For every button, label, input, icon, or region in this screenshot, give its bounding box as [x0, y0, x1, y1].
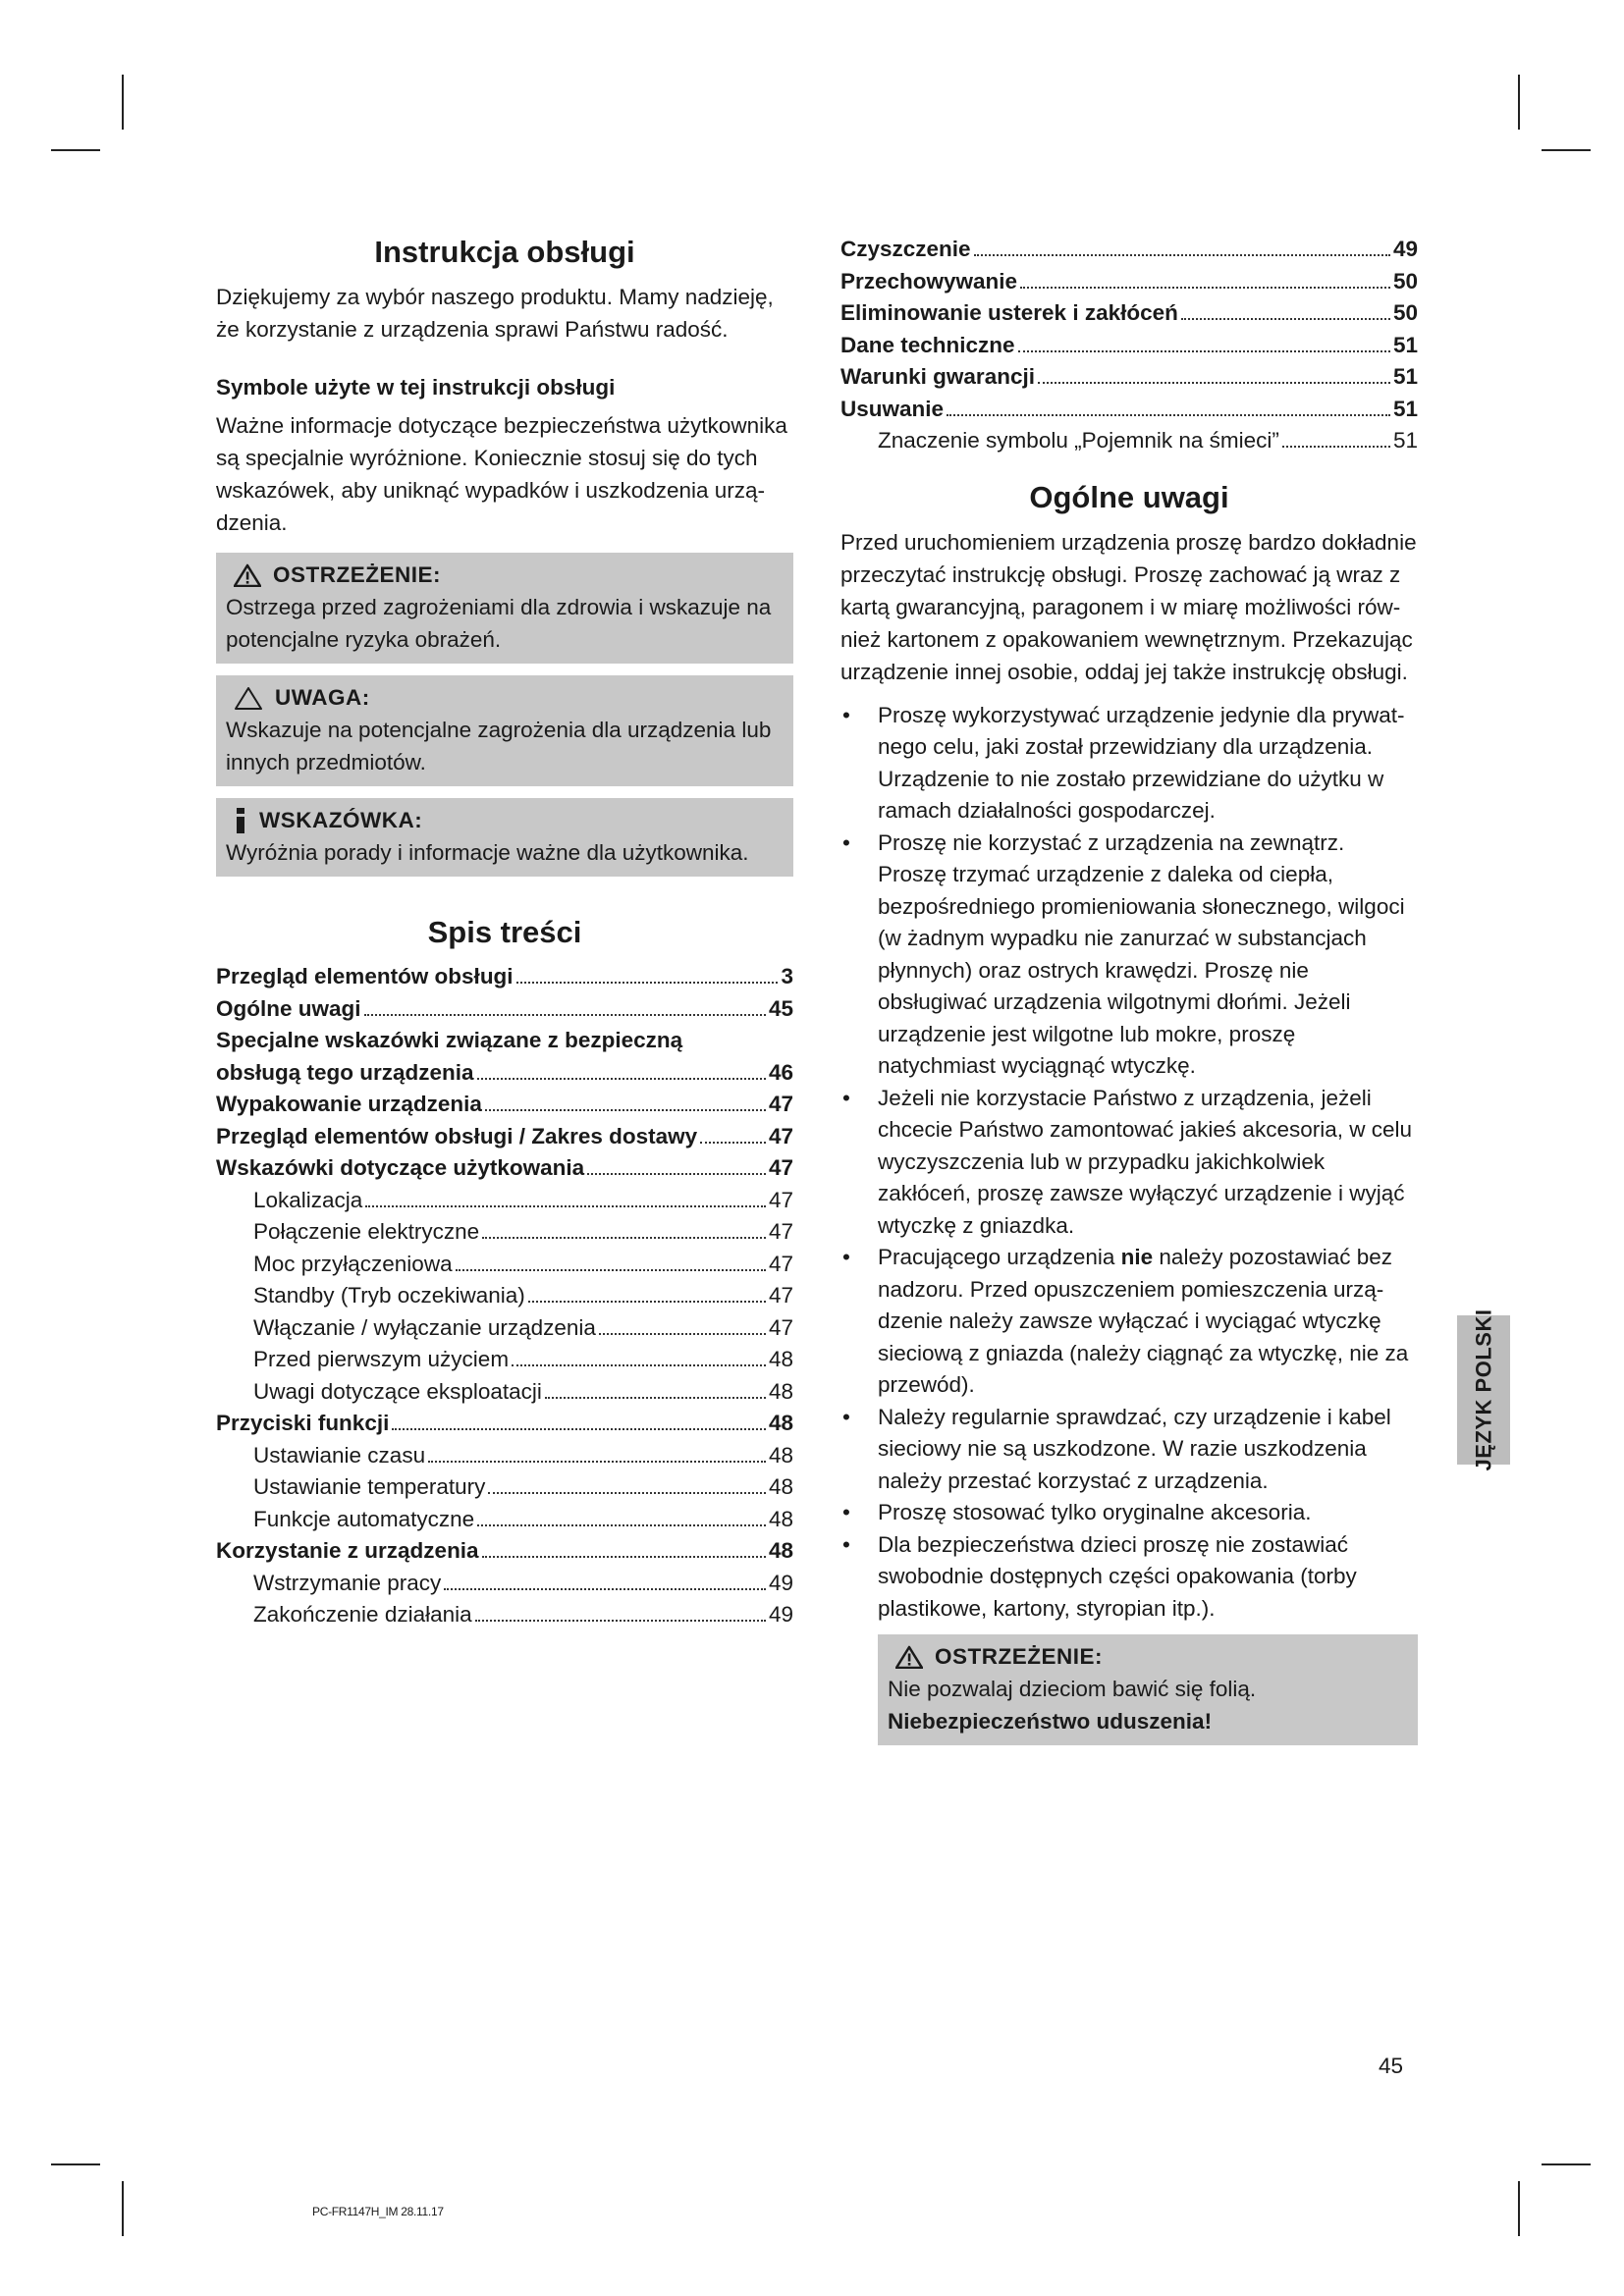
- table-of-contents-continued: [840, 234, 1418, 457]
- toc-entry-page: 46: [768, 1059, 793, 1085]
- toc-entry-page: 47: [768, 1251, 793, 1276]
- list-item: • Dla bezpieczeństwa dzieci proszę nie zostawiać swobodnie dostępnych części opakowania (torby plastikowe, kartony, styropian itp.).: [842, 1531, 1357, 1621]
- toc-entry-label: Warunki gwarancji: [840, 364, 1035, 389]
- general-notes-intro: Przed uruchomieniem urządzenia proszę bardzo dokładnie przeczytać instrukcję obsługi. Proszę zachować ją wraz z kartą gwarancyjną, paragonem i w miarę możliwości również kartonem z opakowaniem wewnętrznym. Przekazując urządzenie innej osobie, oddaj jej także instrukcję obsługi.: [840, 529, 1417, 684]
- toc-entry-label: Przechowywanie: [840, 268, 1018, 294]
- toc-entry-page: 51: [1392, 364, 1418, 389]
- toc-leader-dots: [488, 1492, 766, 1494]
- child-warning-text: Nie pozwalaj dzieciom bawić się folią.: [888, 1677, 1257, 1701]
- toc-entry-label: Połączenie elektryczne: [253, 1219, 480, 1244]
- toc-leader-dots: [947, 414, 1390, 416]
- toc-entry-page: 50: [1392, 300, 1418, 325]
- list-item: • Proszę stosować tylko oryginalne akcesoria.: [842, 1500, 1312, 1524]
- toc-entry-page: 48: [768, 1347, 793, 1371]
- intro-text: Dziękujemy za wybór naszego produktu. Mamy nadzieję, że korzystanie z urządzenia sprawi Państwu radość.: [216, 285, 774, 342]
- caution-triangle-icon: [234, 686, 263, 710]
- toc-leader-dots: [974, 254, 1390, 256]
- toc-entry-label: Standby (Tryb oczekiwania): [253, 1283, 525, 1308]
- toc-leader-dots: [444, 1588, 766, 1590]
- toc-entry: [216, 1121, 793, 1153]
- toc-leader-dots: [477, 1078, 766, 1080]
- list-item: • Jeżeli nie korzystacie Państwo z urządzenia, jeżeli chcecie Państwo zamontować jakieś akcesoria, w celu wyczyszczenia lub w przypadku jakichkolwiek zakłóceń, proszę zawsze wyłączyć urządzenie i wyjąć wtyczkę z gniazdka.: [842, 1085, 1412, 1238]
- list-item-text: Dla bezpieczeństwa dzieci proszę nie zostawiać swobodnie dostępnych części opakowania (torby plastikowe, kartony, styropian itp.).: [878, 1531, 1357, 1621]
- crop-mark: [51, 149, 100, 151]
- note-box: [216, 798, 793, 877]
- toc-entry: [216, 1249, 793, 1281]
- toc-entry-page: 48: [768, 1411, 793, 1435]
- toc-entry-page: 51: [1392, 428, 1418, 453]
- toc-entry-page: 3: [781, 964, 793, 988]
- toc-entry: [216, 1089, 793, 1121]
- left-column: [216, 234, 793, 1631]
- toc-entry-page: 48: [768, 1474, 793, 1499]
- toc-entry-page: 51: [1392, 332, 1418, 357]
- toc-entry: [216, 1440, 793, 1472]
- list-item-text: Jeżeli nie korzystacie Państwo z urządzenia, jeżeli chcecie Państwo zamontować jakieś akcesoria, w celu wyczyszczenia lub w przypadku jakichkolwiek zakłóceń, proszę zawsze wyłączyć urządzenie i wyjąć wtyczkę z gniazdka.: [878, 1085, 1412, 1238]
- toc-entry-label: Funkcje automatyczne: [253, 1506, 475, 1531]
- list-item: • Proszę wykorzystywać urządzenie jedynie dla prywatnego celu, jaki został przewidziany dla urządzenia. Urządzenie to nie zostało przewidziane do użytku w ramach działalności gospodarczej.: [842, 702, 1405, 823]
- toc-entry-label: Przegląd elementów obsługi: [216, 964, 514, 988]
- toc-entry: [216, 1471, 793, 1504]
- toc-entry-label: Ustawianie temperatury: [253, 1474, 486, 1499]
- toc-entry-label: Moc przyłączeniowa: [253, 1251, 453, 1276]
- list-item-emphasis: nie: [1120, 1245, 1154, 1269]
- toc-entry-page: 47: [768, 1123, 793, 1148]
- crop-mark: [1518, 2181, 1520, 2236]
- toc-leader-dots: [482, 1237, 766, 1239]
- toc-entry: [216, 993, 793, 1026]
- toc-title: Spis treści: [427, 915, 582, 949]
- toc-entry: [216, 1312, 793, 1345]
- toc-entry-label: Przegląd elementów obsługi / Zakres dostawy: [216, 1123, 698, 1148]
- toc-leader-dots: [482, 1556, 766, 1558]
- toc-entry-page: 50: [1392, 268, 1418, 294]
- list-item: • Pracującego urządzenia nie należy pozostawiać bez nadzoru. Przed opuszczeniem pomieszczenia urządzenie należy zawsze wyłączać i wyciągać wtyczkę sieciową z gniazda (należy ciągnąć za wtyczkę, nie za przewód).: [842, 1245, 1409, 1397]
- caution-label: UWAGA:: [275, 685, 370, 710]
- toc-entry-label: Usuwanie: [840, 396, 945, 421]
- toc-leader-dots: [485, 1109, 766, 1111]
- toc-entry-label: Dane techniczne: [840, 332, 1015, 357]
- toc-entry-label: Lokalizacja: [253, 1187, 363, 1212]
- toc-entry-page: 48: [768, 1442, 793, 1468]
- toc-entry-label: obsługą tego urządzenia: [216, 1059, 474, 1085]
- toc-leader-dots: [700, 1142, 766, 1144]
- toc-entry-label: Przed pierwszym użyciem: [253, 1347, 510, 1371]
- footer-code: PC-FR1147H_IM 28.11.17: [312, 2205, 444, 2218]
- child-warning-box: [878, 1634, 1418, 1745]
- toc-entry-page: 51: [1392, 396, 1418, 421]
- info-icon: [234, 808, 247, 833]
- toc-entry-label: Specjalne wskazówki związane z bezpieczną: [216, 1028, 683, 1052]
- toc-entry-label: Korzystanie z urządzenia: [216, 1538, 479, 1563]
- toc-entry-label: Wskazówki dotyczące użytkowania: [216, 1155, 585, 1180]
- toc-entry-page: 48: [768, 1506, 793, 1531]
- toc-entry: [840, 297, 1418, 330]
- toc-entry: [840, 330, 1418, 362]
- toc-entry-page: 47: [768, 1314, 793, 1340]
- toc-entry: [216, 961, 793, 993]
- safety-list: [840, 700, 1418, 1626]
- toc-leader-dots: [545, 1397, 766, 1399]
- toc-entry-label: Czyszczenie: [840, 237, 971, 261]
- toc-entry-label: Wstrzymanie pracy: [253, 1570, 442, 1595]
- toc-leader-dots: [392, 1428, 766, 1430]
- toc-leader-dots: [365, 1205, 766, 1207]
- warning-box: [216, 553, 793, 664]
- caution-box: [216, 675, 793, 786]
- crop-mark: [1542, 149, 1591, 151]
- right-column: [840, 234, 1418, 1745]
- warning-label: OSTRZEŻENIE:: [273, 562, 442, 587]
- general-notes-title: Ogólne uwagi: [1029, 479, 1229, 514]
- toc-leader-dots: [516, 982, 779, 984]
- toc-leader-dots: [528, 1301, 766, 1303]
- toc-entry-page: 48: [768, 1538, 793, 1563]
- toc-entry: [216, 1344, 793, 1376]
- toc-entry-page: 47: [768, 1187, 793, 1212]
- toc-leader-dots: [1181, 318, 1390, 320]
- toc-entry: [216, 1376, 793, 1409]
- toc-entry-page: 45: [768, 995, 793, 1021]
- toc-entry-label: Zakończenie działania: [253, 1602, 472, 1627]
- toc-entry: [216, 1152, 793, 1185]
- symbols-text: Ważne informacje dotyczące bezpieczeństwa użytkownika są specjalnie wyróżnione. Koniecznie stosuj się do tych wskazówek, aby uniknąć wypadków i uszkodzenia urządzenia.: [216, 413, 787, 535]
- list-item-text: Proszę stosować tylko oryginalne akcesoria.: [878, 1500, 1312, 1524]
- toc-leader-dots: [428, 1461, 766, 1463]
- toc-entry: [216, 1057, 793, 1090]
- toc-leader-dots: [1038, 382, 1390, 384]
- list-item-text: Proszę nie korzystać z urządzenia na zewnątrz. Proszę trzymać urządzenie z daleka od ciepła, bezpośredniego promieniowania słonecznego, wilgoci (w żadnym wypadku nie zanurzać w substancjach płynnych) oraz ostrych krawędzi. Proszę nie obsługiwać urządzenia wilgotnymi dłońmi. Jeżeli urządzenie jest wilgotne lub mokre, proszę natychmiast wyciągnąć wtyczkę.: [878, 829, 1405, 1078]
- toc-entry: [840, 425, 1418, 457]
- crop-mark: [1542, 2163, 1591, 2165]
- list-item: • Proszę nie korzystać z urządzenia na zewnątrz. Proszę trzymać urządzenie z daleka od ciepła, bezpośredniego promieniowania słonecznego, wilgoci (w żadnym wypadku nie zanurzać w substancjach płynnych) oraz ostrych krawędzi. Proszę nie obsługiwać urządzenia wilgotnymi dłońmi. Jeżeli urządzenie jest wilgotne lub mokre, proszę natychmiast wyciągnąć wtyczkę.: [842, 829, 1405, 1078]
- child-warning-label: OSTRZEŻENIE:: [935, 1644, 1104, 1669]
- list-item-text-end: należy pozostawiać bez nadzoru. Przed opuszczeniem pomieszczenia urządzenie należy zawsze wyłączać i wyciągać wtyczkę sieciową z gniazda (należy ciągnąć za wtyczkę, nie za przewód).: [878, 1245, 1409, 1397]
- list-item-text: Proszę wykorzystywać urządzenie jedynie dla prywatnego celu, jaki został przewidziany dla urządzenia. Urządzenie to nie zostało przewidziane do użytku w ramach działalności gospodarczej.: [878, 702, 1405, 823]
- note-text: Wyróżnia porady i informacje ważne dla użytkownika.: [226, 840, 749, 865]
- toc-entry-page: 47: [768, 1219, 793, 1244]
- toc-entry: [216, 1568, 793, 1600]
- crop-mark: [51, 2163, 100, 2165]
- toc-entry-page: 48: [768, 1378, 793, 1404]
- toc-entry-label: Eliminowanie usterek i zakłóceń: [840, 300, 1178, 325]
- list-item-text: Należy regularnie sprawdzać, czy urządzenie i kabel sieciowy nie są uszkodzone. W razie uszkodzenia należy przestać korzystać z urządzenia.: [878, 1404, 1391, 1493]
- toc-entry: [840, 394, 1418, 426]
- symbols-heading: Symbole użyte w tej instrukcji obsługi: [216, 375, 616, 400]
- table-of-contents: [216, 961, 793, 1631]
- list-item: • Należy regularnie sprawdzać, czy urządzenie i kabel sieciowy nie są uszkodzone. W razie uszkodzenia należy przestać korzystać z urządzenia.: [842, 1404, 1391, 1493]
- language-tab-label: JĘZYK POLSKI: [1471, 1308, 1496, 1471]
- toc-leader-dots: [587, 1173, 766, 1175]
- toc-leader-dots: [1018, 350, 1390, 352]
- note-label: WSKAZÓWKA:: [259, 808, 423, 832]
- toc-entry: [840, 266, 1418, 298]
- manual-title: Instrukcja obsługi: [374, 235, 635, 269]
- toc-entry-page: 49: [768, 1602, 793, 1627]
- toc-entry: [216, 1216, 793, 1249]
- toc-leader-dots: [1282, 446, 1390, 448]
- warning-triangle-icon: [234, 563, 261, 587]
- warning-triangle-icon: [895, 1645, 923, 1669]
- caution-text: Wskazuje na potencjalne zagrożenia dla urządzenia lub innych przedmiotów.: [226, 718, 772, 774]
- toc-entry-label: Ustawianie czasu: [253, 1442, 426, 1468]
- toc-entry-page: 47: [768, 1283, 793, 1308]
- toc-entry-label: Uwagi dotyczące eksploatacji: [253, 1378, 542, 1404]
- toc-entry-label: Przyciski funkcji: [216, 1411, 390, 1435]
- toc-entry: [216, 1185, 793, 1217]
- toc-leader-dots: [364, 1014, 766, 1016]
- toc-entry: [216, 1599, 793, 1631]
- toc-entry-page: 47: [768, 1155, 793, 1180]
- toc-entry: [840, 361, 1418, 394]
- toc-entry-page: 47: [768, 1092, 793, 1116]
- toc-entry: [216, 1408, 793, 1440]
- toc-leader-dots: [512, 1364, 766, 1366]
- toc-entry: [216, 1280, 793, 1312]
- language-tab: [1457, 1308, 1510, 1471]
- toc-entry-page: 49: [1392, 237, 1418, 261]
- toc-entry-label: Ogólne uwagi: [216, 995, 361, 1021]
- toc-entry-label: Włączanie / wyłączanie urządzenia: [253, 1314, 596, 1340]
- list-item-text-start: Pracującego urządzenia: [878, 1245, 1121, 1269]
- toc-entry: [840, 234, 1418, 266]
- warning-text: Ostrzega przed zagrożeniami dla zdrowia i wskazuje na potencjalne ryzyka obrażeń.: [226, 595, 772, 652]
- toc-entry-label: Znaczenie symbolu „Pojemnik na śmieci”: [878, 428, 1279, 453]
- toc-leader-dots: [1020, 287, 1390, 289]
- toc-entry-label: Wypakowanie urządzenia: [216, 1092, 482, 1116]
- toc-leader-dots: [599, 1333, 766, 1335]
- toc-entry-page: 49: [768, 1570, 793, 1595]
- toc-entry: [216, 1025, 793, 1057]
- toc-leader-dots: [475, 1620, 766, 1622]
- crop-mark: [122, 2181, 124, 2236]
- crop-mark: [1518, 75, 1520, 130]
- toc-entry: [216, 1535, 793, 1568]
- toc-leader-dots: [456, 1269, 766, 1271]
- toc-leader-dots: [477, 1524, 766, 1526]
- toc-entry: [216, 1504, 793, 1536]
- crop-mark: [122, 75, 124, 130]
- page-number: 45: [1379, 2054, 1404, 2078]
- child-warning-emphasis: Niebezpieczeństwo uduszenia!: [888, 1709, 1213, 1734]
